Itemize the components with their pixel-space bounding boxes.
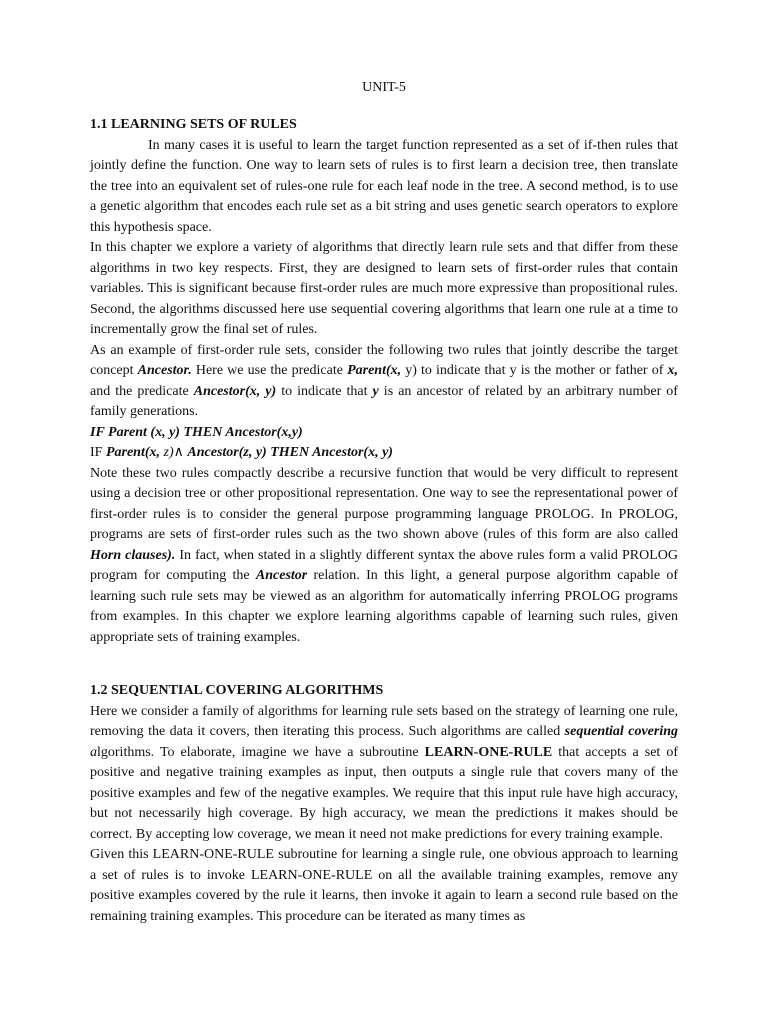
section-learning-sets-of-rules: [90, 115, 678, 648]
term-ancestor-relation: Ancestor: [255, 568, 308, 583]
term-learn-one-rule: LEARN-ONE-RULE: [424, 744, 553, 760]
paragraph-5: Here we consider a family of algorithms for learning rule sets based on the strategy of learning one rule, removing the data it covers, then iterating this process. Such algorithms are called sequential covering algorithms. To elaborate, imagine we have a subroutine LEARN-ONE-RULE that accepts a set of positive and negative training examples as input, then outputs a single rule that covers many of the positive examples and few of the negative examples. We require that this input rule have high accuracy, but not necessarily high coverage. By high accuracy, we mean the predictions it makes should be correct. By accepting low coverage, we mean it need not make predictions for every training example.: [90, 703, 678, 842]
term-horn-clauses: Horn clauses).: [90, 547, 176, 563]
section-heading-1-2: 1.2 SEQUENTIAL COVERING ALGORITHMS: [90, 683, 384, 698]
term-ancestor: Ancestor.: [137, 363, 192, 378]
paragraph-1: In many cases it is useful to learn the target function represented as a set of if-then rules that jointly define the function. One way to learn sets of rules is to first learn a decision tree, then translate the tree into an equivalent set of rules-one rule for each leaf node in the tree. A second method, is to use a genetic algorithm that encodes each rule set as a bit string and uses genetic search operators to explore this hypothesis space.: [90, 137, 678, 235]
section-heading-1-1: 1.1 LEARNING SETS OF RULES: [90, 117, 297, 132]
term-y: y: [372, 383, 379, 399]
paragraph-3: As an example of first-order rule sets, consider the following two rules that jointly describe the target concept Ancestor. Here we use the predicate Parent(x, y) to indicate that y is the mother or father of x, and the predicate Ancestor(x, y) to indicate that y is an ancestor of related by an arbitrary number of family generations.: [90, 342, 679, 419]
rule-2: IF Parent(x, z)∧ Ancestor(z, y) THEN Ancestor(x, y): [90, 445, 393, 460]
term-parent: Parent(x,: [347, 363, 402, 378]
term-sequential-covering: sequential covering: [564, 724, 678, 739]
term-ancestor-xy: Ancestor(x, y): [193, 383, 277, 399]
paragraph-2: In this chapter we explore a variety of algorithms that directly learn rule sets and that differ from these algorithms in two key respects. First, they are designed to learn sets of first-order rules that contain variables. This is significant because first-order rules are much more expressive than propositional rules. Second, the algorithms discussed here use sequential covering algorithms that learn one rule at a time to incrementally grow the final set of rules.: [90, 240, 678, 337]
paragraph-4: Note these two rules compactly describe a recursive function that would be very difficult to represent using a decision tree or other propositional representation. One way to see the representational power of first-order rules is to consider the general purpose programming language PROLOG. In PROLOG, programs are sets of first-order rules such as the two shown above (rules of this form are also called Horn clauses). In fact, when stated in a slightly different syntax the above rules form a valid PROLOG program for computing the Ancestor relation. In this light, a general purpose algorithm capable of learning such rule sets may be viewed as an algorithm for automatically inferring PROLOG programs from examples. In this chapter we explore learning algorithms capable of learning such rules, given appropriate sets of training examples.: [90, 465, 678, 645]
logical-and-symbol: ∧: [173, 445, 188, 460]
section-sequential-covering: [90, 681, 678, 927]
term-x: x,: [667, 363, 679, 378]
unit-title: UNIT-5: [362, 80, 406, 95]
paragraph-6: Given this LEARN-ONE-RULE subroutine for learning a single rule, one obvious approach to learning a set of rules is to invoke LEARN-ONE-RULE on all the available training examples, remove any positive examples covered by the rule it learns, then invoke it again to learn a second rule based on the remaining training examples. This procedure can be iterated as many times as: [90, 847, 678, 924]
rule-1: IF Parent (x, y) THEN Ancestor(x,y): [90, 424, 303, 440]
